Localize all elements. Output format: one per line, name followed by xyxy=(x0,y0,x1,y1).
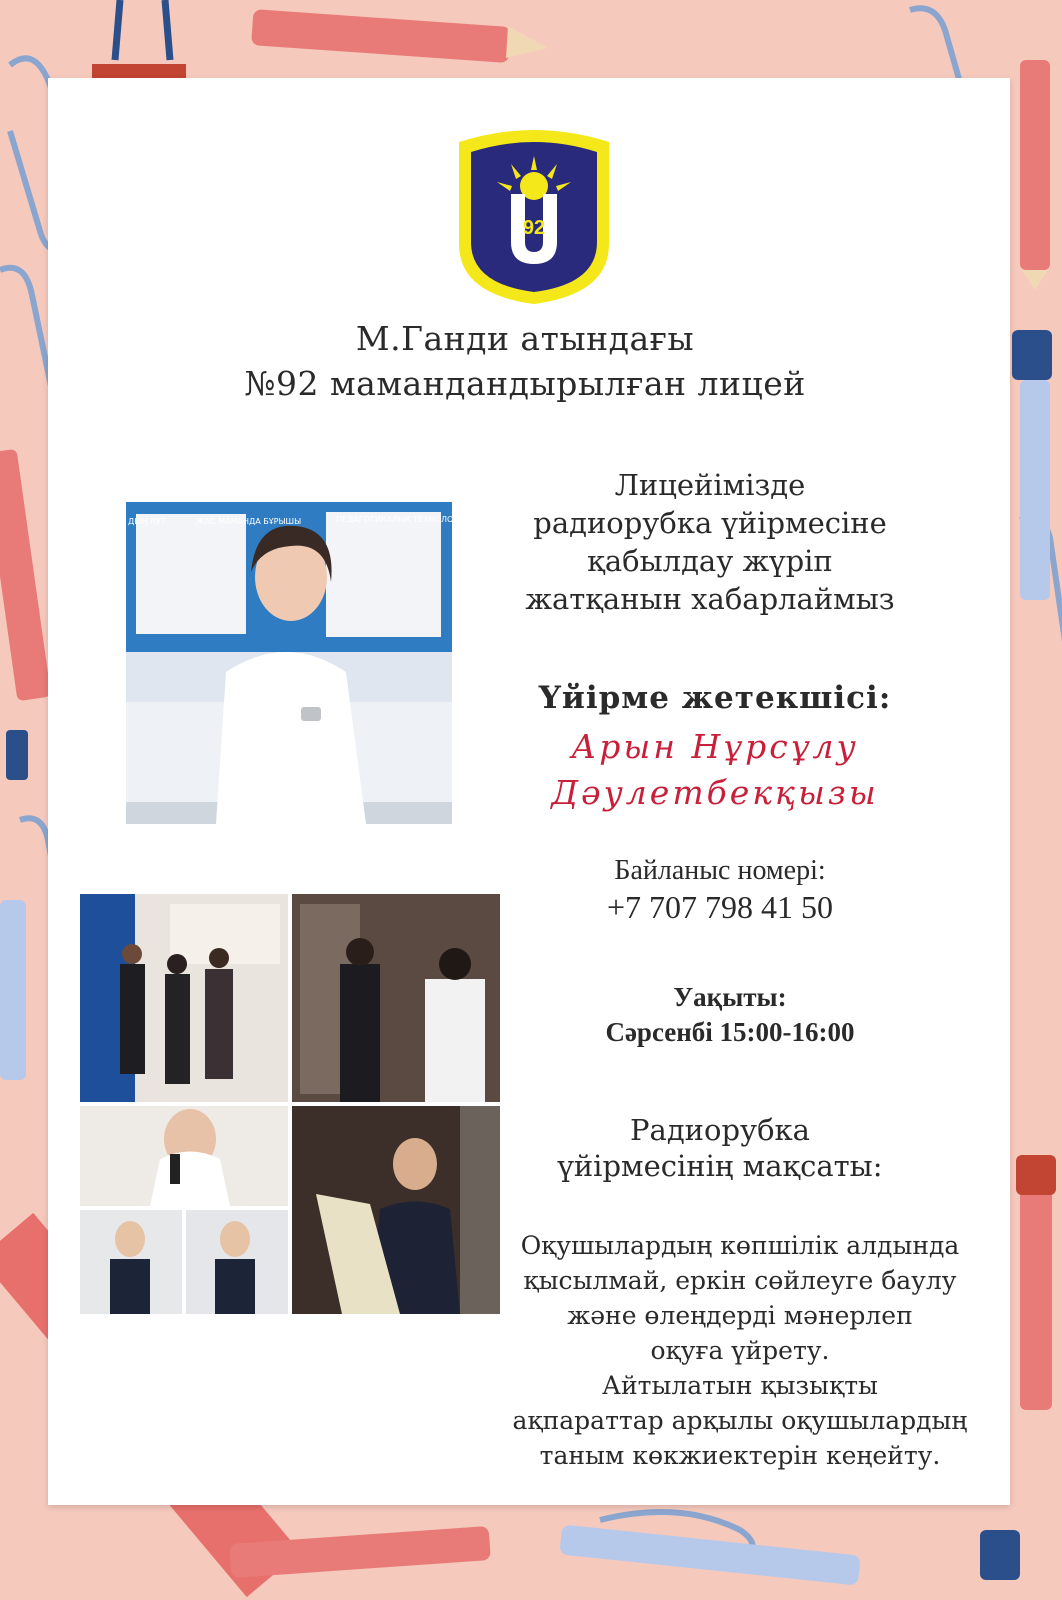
leader-name xyxy=(510,724,920,816)
contact-block xyxy=(530,852,910,926)
announcement-line: радиорубка үйірмесіне xyxy=(533,506,887,540)
goal-heading-line1: Радиорубка xyxy=(630,1113,810,1147)
leader-heading: Үйірме жетекшісі: xyxy=(538,680,892,716)
school-name-line2: №92 мамандандырылған лицей xyxy=(244,364,806,403)
collage-photo-4 xyxy=(80,1210,182,1314)
goal-line: және өлеңдерді мәнерлеп xyxy=(567,1301,913,1330)
lyceum-logo xyxy=(453,124,615,306)
goal-line: қысылмай, еркін сөйлеуге баулу xyxy=(523,1266,957,1295)
schedule-value: Сәрсенбі 15:00-16:00 xyxy=(605,1017,855,1047)
goal-line: оқуға үйрету. xyxy=(650,1336,830,1365)
goal-line: Оқушылардың көпшілік алдында xyxy=(520,1231,960,1260)
svg-text:92: 92 xyxy=(522,217,546,239)
leader-name-line1: Арын Нұрсұлу xyxy=(571,727,859,766)
contact-label: Байланыс номері: xyxy=(614,855,826,886)
announcement-line: қабылдау жүріп xyxy=(587,544,833,578)
collage-photo-1 xyxy=(80,894,288,1102)
contact-phone[interactable]: +7 707 798 41 50 xyxy=(606,889,834,925)
board-edge-label: ДЫҢ ЛУТ xyxy=(128,517,166,526)
goal-text xyxy=(510,1228,970,1473)
goal-line: ақпараттар арқылы оқушылардың xyxy=(512,1406,968,1435)
school-name-line1: М.Ганди атындағы xyxy=(355,319,695,358)
goal-line: таным көкжиектерін кеңейту. xyxy=(539,1441,941,1470)
schedule-label: Уақыты: xyxy=(673,982,787,1012)
goal-line: Айтылатын қызықты xyxy=(602,1371,878,1400)
goal-heading xyxy=(520,1112,920,1184)
school-name xyxy=(200,316,850,406)
leader-portrait-photo xyxy=(126,502,487,824)
goal-heading-line2: үйірмесінің мақсаты: xyxy=(557,1149,883,1183)
collage-photo-2 xyxy=(292,894,500,1102)
announcement-line: жатқанын хабарлаймыз xyxy=(525,582,895,616)
board-right-label: ПЕДАГОГИКАЛЫҚ ТЕХНОЛОГИЯЛАР xyxy=(336,515,487,524)
collage-photo-5 xyxy=(186,1210,288,1314)
collage-photo-6 xyxy=(292,1106,500,1314)
announcement-line: Лицейімізде xyxy=(614,468,806,502)
activity-photo-collage xyxy=(80,894,500,1314)
announcement xyxy=(510,466,910,618)
leader-name-line2: Дәулетбекқызы xyxy=(551,773,879,812)
collage-photo-3 xyxy=(80,1106,288,1206)
board-left-label: ЖАС МАМАНДА БҰРЫШЫ xyxy=(196,517,302,526)
schedule-block xyxy=(540,980,920,1050)
